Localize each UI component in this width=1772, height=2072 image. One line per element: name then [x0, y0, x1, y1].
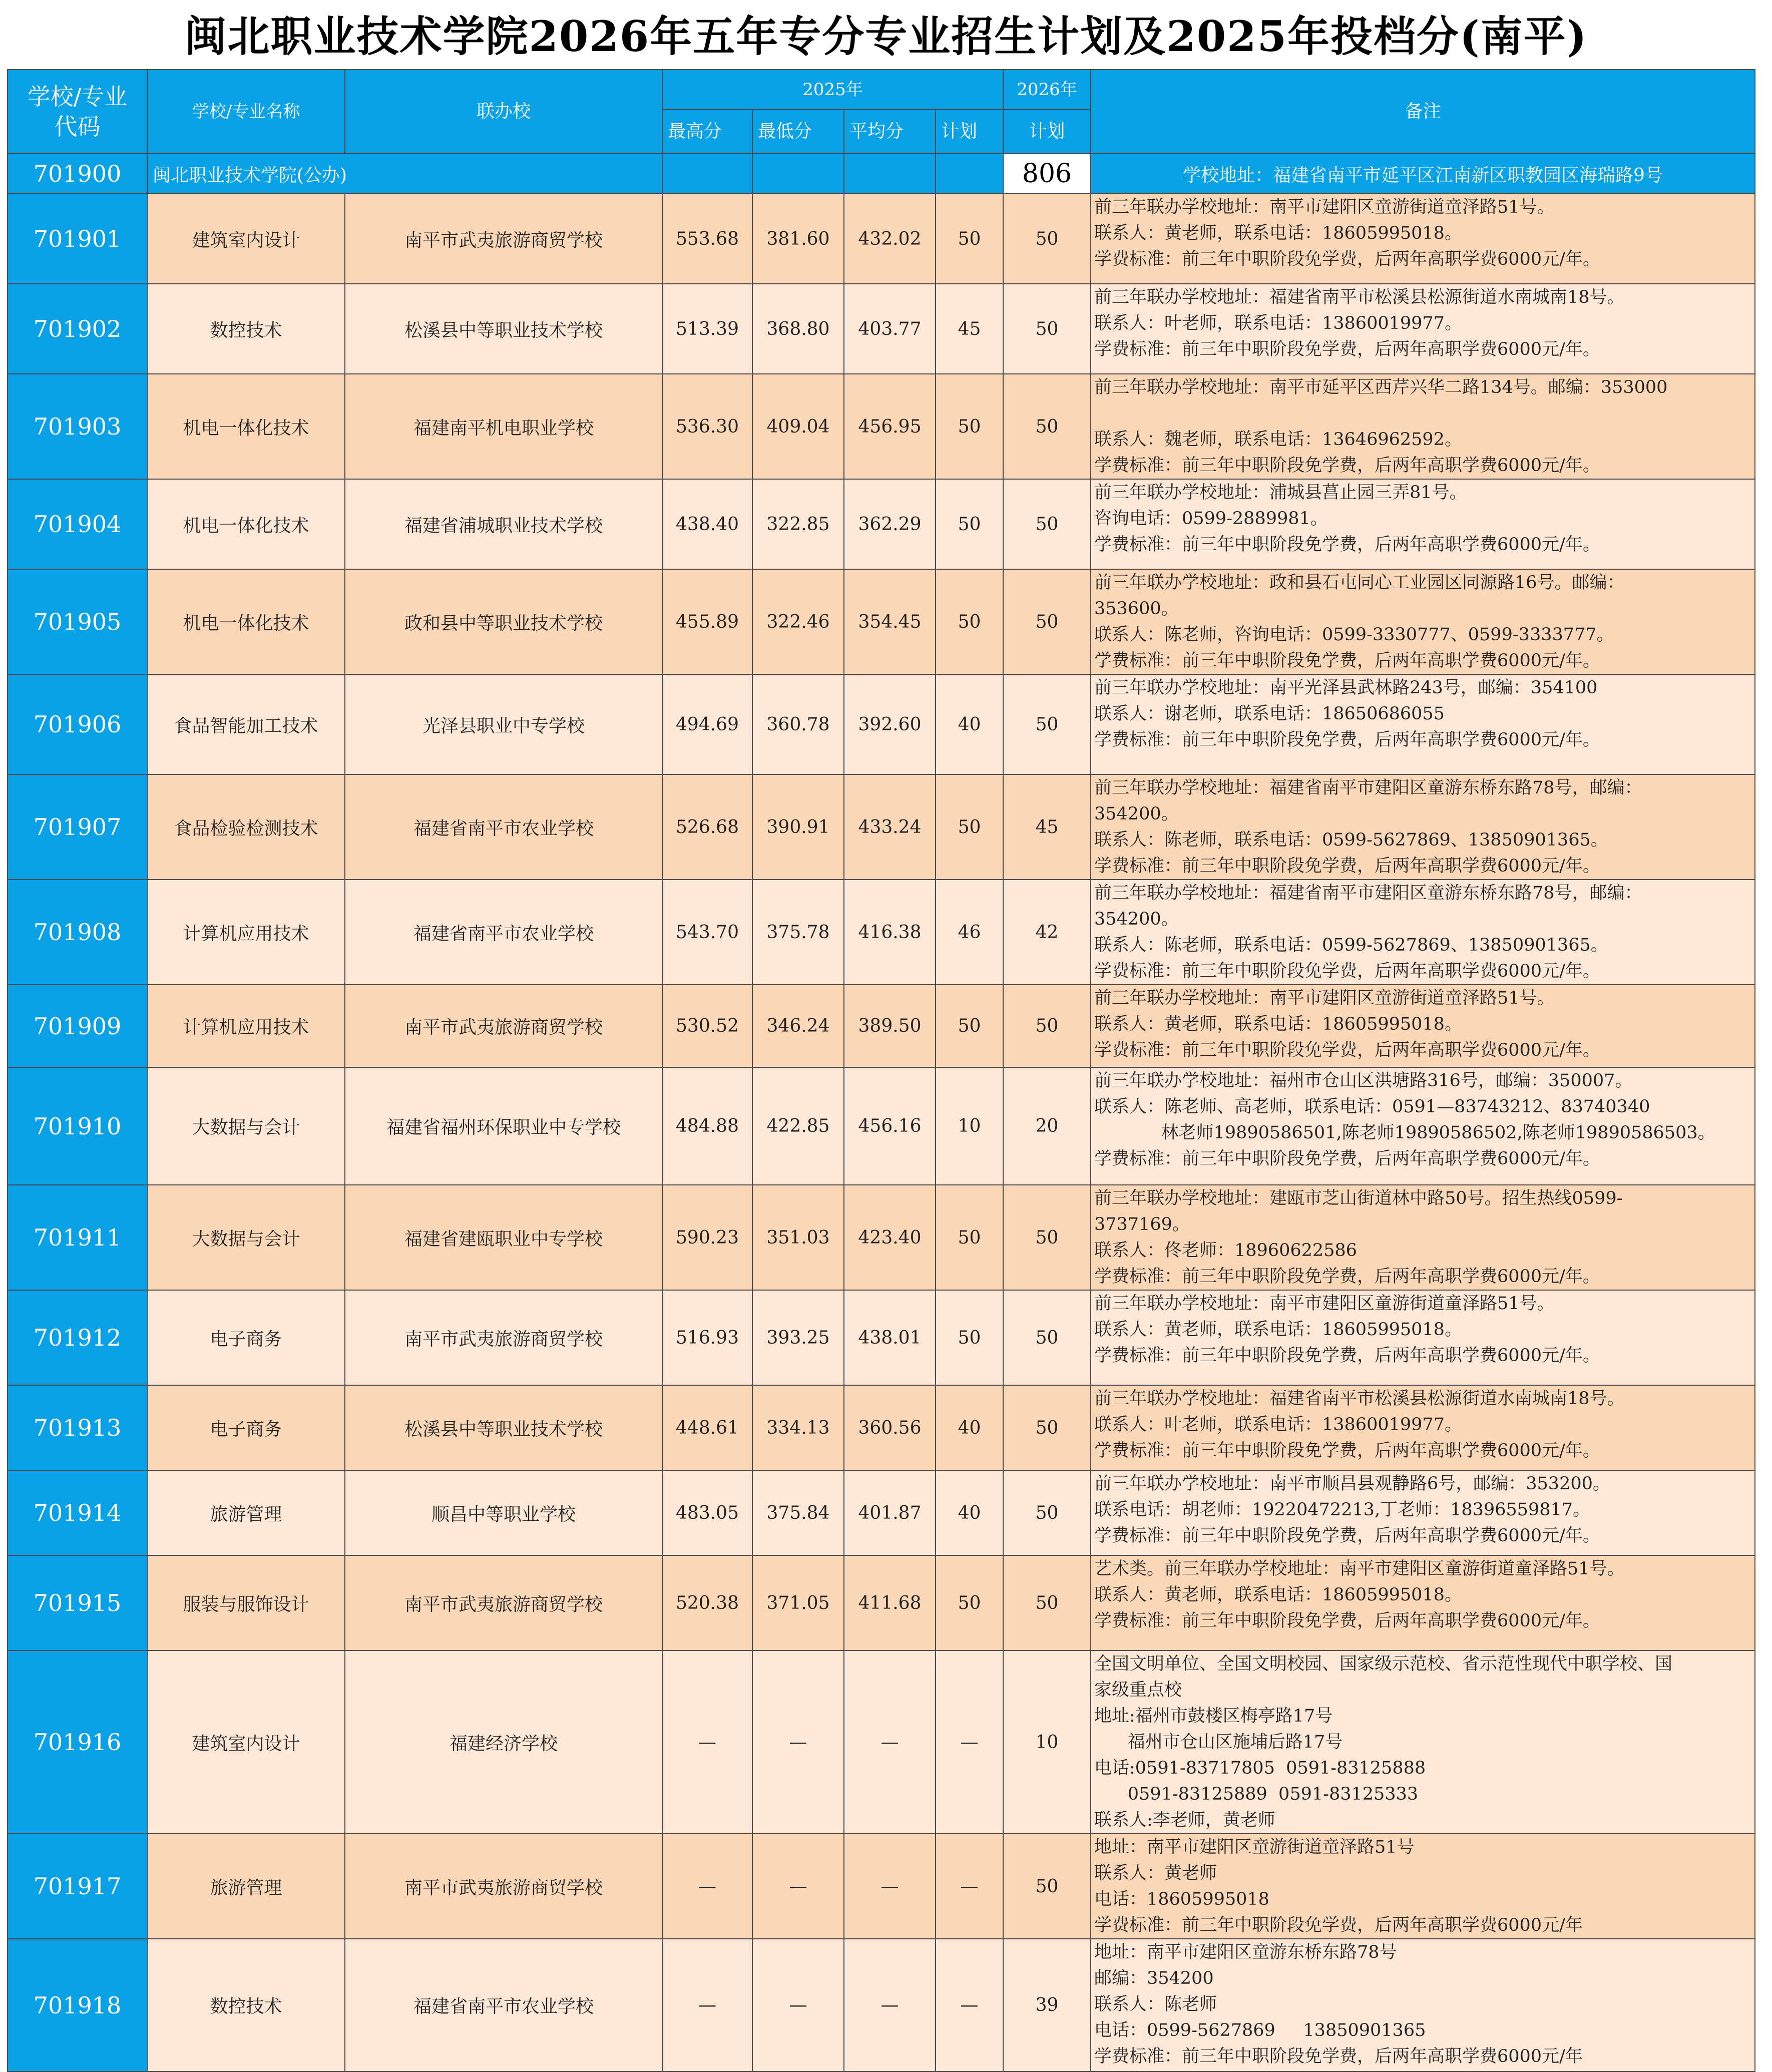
table-row	[8, 374, 1755, 479]
major-name: 建筑室内设计	[147, 194, 345, 284]
avg-score: 456.95	[844, 374, 936, 479]
max-score: 513.39	[662, 284, 752, 374]
min-score: 322.46	[752, 569, 844, 674]
table-row	[8, 1385, 1755, 1470]
plan-2025: 40	[936, 1385, 1003, 1470]
notes: 前三年联办学校地址：南平市顺昌县观静路6号，邮编：353200。 联系电话：胡老师：19220472213,丁老师：18396559817。 学费标准：前三年中职阶段免学费，后两年高职学费6000元/年。	[1091, 1470, 1755, 1555]
partner-school: 南平市武夷旅游商贸学校	[345, 1290, 662, 1385]
plan-2026: 50	[1003, 374, 1091, 479]
plan-2025: 10	[936, 1067, 1003, 1185]
empty-cell	[936, 154, 1003, 194]
partner-school: 松溪县中等职业技术学校	[345, 284, 662, 374]
notes: 前三年联办学校地址：南平市建阳区童游街道童泽路51号。 联系人：黄老师，联系电话：18605995018。 学费标准：前三年中职阶段免学费，后两年高职学费6000元/年。	[1091, 985, 1755, 1067]
max-score: 483.05	[662, 1470, 752, 1555]
min-score: 371.05	[752, 1555, 844, 1650]
plan-2025: 40	[936, 674, 1003, 774]
major-name: 电子商务	[147, 1290, 345, 1385]
major-name: 服装与服饰设计	[147, 1555, 345, 1650]
min-score: —	[752, 1650, 844, 1834]
min-score: 381.60	[752, 194, 844, 284]
header-year-2025: 2025年	[662, 70, 1003, 110]
max-score: 448.61	[662, 1385, 752, 1470]
plan-2025: —	[936, 1834, 1003, 1939]
max-score: 484.88	[662, 1067, 752, 1185]
notes: 前三年联办学校地址：福州市仓山区洪塘路316号，邮编：350007。 联系人：陈老师、高老师，联系电话：0591—83743212、83740340 林老师19890586501,陈老师19890586502,陈老师19890586503。 学费标准：前三年中职阶段免学费，后两年高职学费6000元/年。	[1091, 1067, 1755, 1185]
header-avg-score: 平均分	[844, 110, 936, 154]
major-name: 机电一体化技术	[147, 374, 345, 479]
major-code: 701901	[8, 194, 147, 284]
major-name: 食品检验检测技术	[147, 774, 345, 880]
avg-score: 433.24	[844, 774, 936, 880]
major-name: 大数据与会计	[147, 1185, 345, 1290]
empty-cell	[752, 154, 844, 194]
min-score: 334.13	[752, 1385, 844, 1470]
header-min-score: 最低分	[752, 110, 844, 154]
avg-score: 354.45	[844, 569, 936, 674]
plan-2026: 20	[1003, 1067, 1091, 1185]
major-name: 数控技术	[147, 284, 345, 374]
max-score: 455.89	[662, 569, 752, 674]
page-title: 闽北职业技术学院2026年五年专分专业招生计划及2025年投档分(南平)	[184, 12, 1588, 61]
plan-2025: 40	[936, 1470, 1003, 1555]
plan-2025: 45	[936, 284, 1003, 374]
partner-school: 南平市武夷旅游商贸学校	[345, 1555, 662, 1650]
table-row	[8, 880, 1755, 985]
partner-school: 光泽县职业中专学校	[345, 674, 662, 774]
partner-school: 福建省南平市农业学校	[345, 1939, 662, 2071]
header-plan-2026: 计划	[1003, 110, 1091, 154]
notes: 前三年联办学校地址：建瓯市芝山街道林中路50号。招生热线0599- 3737169。 联系人：佟老师：18960622586 学费标准：前三年中职阶段免学费，后两年高职学费6000元/年。	[1091, 1185, 1755, 1290]
avg-score: 401.87	[844, 1470, 936, 1555]
plan-2025: 50	[936, 985, 1003, 1067]
max-score: 494.69	[662, 674, 752, 774]
max-score: —	[662, 1650, 752, 1834]
avg-score: —	[844, 1939, 936, 2071]
major-code: 701906	[8, 674, 147, 774]
notes: 前三年联办学校地址：福建省南平市松溪县松源街道水南城南18号。 联系人：叶老师，联系电话：13860019977。 学费标准：前三年中职阶段免学费，后两年高职学费6000元/年。	[1091, 1385, 1755, 1470]
plan-2026: 10	[1003, 1650, 1091, 1834]
header-code: 学校/专业 代码	[8, 70, 147, 154]
partner-school: 福建经济学校	[345, 1650, 662, 1834]
avg-score: 389.50	[844, 985, 936, 1067]
plan-2026: 50	[1003, 1470, 1091, 1555]
max-score: 516.93	[662, 1290, 752, 1385]
admission-table	[7, 69, 1755, 2072]
major-code: 701902	[8, 284, 147, 374]
major-code: 701904	[8, 479, 147, 569]
avg-score: —	[844, 1650, 936, 1834]
notes: 全国文明单位、全国文明校园、国家级示范校、省示范性现代中职学校、国 家级重点校 地址:福州市鼓楼区梅亭路17号 福州市仓山区施埔后路17号 电话:0591-83717805 0591-83125888 0591-83125889 0591-83125333 联系人:李老师，黄老师	[1091, 1650, 1755, 1834]
plan-2025: 46	[936, 880, 1003, 985]
major-name: 建筑室内设计	[147, 1650, 345, 1834]
table-row	[8, 1555, 1755, 1650]
min-score: —	[752, 1939, 844, 2071]
plan-2025: 50	[936, 1290, 1003, 1385]
empty-cell	[844, 154, 936, 194]
major-code: 701903	[8, 374, 147, 479]
partner-school: 福建省南平市农业学校	[345, 774, 662, 880]
plan-2025: 50	[936, 479, 1003, 569]
header-notes: 备注	[1091, 70, 1755, 154]
min-score: 368.80	[752, 284, 844, 374]
header-plan-2025: 计划	[936, 110, 1003, 154]
table-row	[8, 1067, 1755, 1185]
max-score: 543.70	[662, 880, 752, 985]
major-code: 701905	[8, 569, 147, 674]
max-score: —	[662, 1939, 752, 2071]
avg-score: 423.40	[844, 1185, 936, 1290]
notes: 前三年联办学校地址：福建省南平市松溪县松源街道水南城南18号。 联系人：叶老师，联系电话：13860019977。 学费标准：前三年中职阶段免学费，后两年高职学费6000元/年。	[1091, 284, 1755, 374]
table-row	[8, 194, 1755, 284]
table-row	[8, 1650, 1755, 1834]
avg-score: 360.56	[844, 1385, 936, 1470]
max-score: 530.52	[662, 985, 752, 1067]
plan-2025: 50	[936, 569, 1003, 674]
major-code: 701916	[8, 1650, 147, 1834]
avg-score: 438.01	[844, 1290, 936, 1385]
major-code: 701914	[8, 1470, 147, 1555]
notes: 前三年联办学校地址：浦城县菖止园三弄81号。 咨询电话：0599-2889981。 学费标准：前三年中职阶段免学费，后两年高职学费6000元/年。	[1091, 479, 1755, 569]
table-row	[8, 479, 1755, 569]
table-row	[8, 1470, 1755, 1555]
major-name: 电子商务	[147, 1385, 345, 1470]
header-max-score: 最高分	[662, 110, 752, 154]
header-name: 学校/专业名称	[147, 70, 345, 154]
plan-2026: 50	[1003, 1290, 1091, 1385]
major-code: 701911	[8, 1185, 147, 1290]
school-plan: 806	[1003, 154, 1091, 194]
plan-2026: 50	[1003, 1555, 1091, 1650]
min-score: 375.84	[752, 1470, 844, 1555]
min-score: 409.04	[752, 374, 844, 479]
notes: 前三年联办学校地址：福建省南平市建阳区童游东桥东路78号，邮编： 354200。 联系人：陈老师，联系电话：0599-5627869、13850901365。 学费标准：前三年中职阶段免学费，后两年高职学费6000元/年。	[1091, 774, 1755, 880]
table-row	[8, 985, 1755, 1067]
school-address: 学校地址：福建省南平市延平区江南新区职教园区海瑞路9号	[1091, 154, 1755, 194]
major-code: 701910	[8, 1067, 147, 1185]
max-score: 553.68	[662, 194, 752, 284]
plan-2026: 50	[1003, 1385, 1091, 1470]
min-score: 390.91	[752, 774, 844, 880]
plan-2026: 50	[1003, 569, 1091, 674]
major-name: 旅游管理	[147, 1834, 345, 1939]
avg-score: 456.16	[844, 1067, 936, 1185]
avg-score: 432.02	[844, 194, 936, 284]
notes: 前三年联办学校地址：南平市建阳区童游街道童泽路51号。 联系人：黄老师，联系电话：18605995018。 学费标准：前三年中职阶段免学费，后两年高职学费6000元/年。	[1091, 194, 1755, 284]
major-name: 计算机应用技术	[147, 985, 345, 1067]
table-row	[8, 1939, 1755, 2071]
plan-2026: 50	[1003, 479, 1091, 569]
min-score: 360.78	[752, 674, 844, 774]
plan-2026: 50	[1003, 1834, 1091, 1939]
avg-score: 416.38	[844, 880, 936, 985]
partner-school: 政和县中等职业技术学校	[345, 569, 662, 674]
table-row	[8, 1290, 1755, 1385]
school-code: 701900	[8, 154, 147, 194]
table-row	[8, 569, 1755, 674]
partner-school: 福建省福州环保职业中专学校	[345, 1067, 662, 1185]
min-score: 322.85	[752, 479, 844, 569]
partner-school: 福建省浦城职业技术学校	[345, 479, 662, 569]
major-code: 701913	[8, 1385, 147, 1470]
min-score: 346.24	[752, 985, 844, 1067]
avg-score: 392.60	[844, 674, 936, 774]
avg-score: 411.68	[844, 1555, 936, 1650]
min-score: 422.85	[752, 1067, 844, 1185]
empty-cell	[662, 154, 752, 194]
plan-2025: —	[936, 1650, 1003, 1834]
school-row	[8, 154, 1755, 194]
major-name: 数控技术	[147, 1939, 345, 2071]
plan-2025: —	[936, 1939, 1003, 2071]
partner-school: 南平市武夷旅游商贸学校	[345, 194, 662, 284]
notes: 前三年联办学校地址：政和县石屯同心工业园区同源路16号。邮编： 353600。 联系人：陈老师，咨询电话：0599-3330777、0599-3333777。 学费标准：前三年中职阶段免学费，后两年高职学费6000元/年。	[1091, 569, 1755, 674]
avg-score: 403.77	[844, 284, 936, 374]
plan-2026: 50	[1003, 194, 1091, 284]
max-score: 438.40	[662, 479, 752, 569]
avg-score: 362.29	[844, 479, 936, 569]
major-code: 701912	[8, 1290, 147, 1385]
table-row	[8, 1185, 1755, 1290]
plan-2026: 50	[1003, 985, 1091, 1067]
major-name: 计算机应用技术	[147, 880, 345, 985]
plan-2026: 50	[1003, 1185, 1091, 1290]
table-row	[8, 774, 1755, 880]
max-score: 590.23	[662, 1185, 752, 1290]
plan-2025: 50	[936, 1185, 1003, 1290]
max-score: 526.68	[662, 774, 752, 880]
partner-school: 南平市武夷旅游商贸学校	[345, 1834, 662, 1939]
partner-school: 松溪县中等职业技术学校	[345, 1385, 662, 1470]
min-score: 375.78	[752, 880, 844, 985]
plan-2025: 50	[936, 774, 1003, 880]
partner-school: 南平市武夷旅游商贸学校	[345, 985, 662, 1067]
plan-2026: 45	[1003, 774, 1091, 880]
major-name: 旅游管理	[147, 1470, 345, 1555]
major-code: 701908	[8, 880, 147, 985]
major-code: 701915	[8, 1555, 147, 1650]
major-name: 机电一体化技术	[147, 569, 345, 674]
major-code: 701918	[8, 1939, 147, 2071]
major-name: 机电一体化技术	[147, 479, 345, 569]
max-score: 536.30	[662, 374, 752, 479]
notes: 艺术类。前三年联办学校地址：南平市建阳区童游街道童泽路51号。 联系人：黄老师，联系电话：18605995018。 学费标准：前三年中职阶段免学费，后两年高职学费6000元/年。	[1091, 1555, 1755, 1650]
major-code: 701917	[8, 1834, 147, 1939]
plan-2026: 50	[1003, 674, 1091, 774]
max-score: —	[662, 1834, 752, 1939]
partner-school: 福建南平机电职业学校	[345, 374, 662, 479]
min-score: 351.03	[752, 1185, 844, 1290]
min-score: —	[752, 1834, 844, 1939]
header-year-2026: 2026年	[1003, 70, 1091, 110]
partner-school: 福建省南平市农业学校	[345, 880, 662, 985]
notes: 前三年联办学校地址：南平市延平区西芹兴华二路134号。邮编：353000 联系人：魏老师，联系电话：13646962592。 学费标准：前三年中职阶段免学费，后两年高职学费6000元/年。	[1091, 374, 1755, 479]
major-code: 701909	[8, 985, 147, 1067]
table-row	[8, 1834, 1755, 1939]
plan-2026: 39	[1003, 1939, 1091, 2071]
plan-2025: 50	[936, 374, 1003, 479]
notes: 前三年联办学校地址：福建省南平市建阳区童游东桥东路78号，邮编： 354200。 联系人：陈老师，联系电话：0599-5627869、13850901365。 学费标准：前三年中职阶段免学费，后两年高职学费6000元/年。	[1091, 880, 1755, 985]
table-row	[8, 674, 1755, 774]
major-name: 食品智能加工技术	[147, 674, 345, 774]
plan-2025: 50	[936, 1555, 1003, 1650]
plan-2026: 50	[1003, 284, 1091, 374]
avg-score: —	[844, 1834, 936, 1939]
plan-2026: 42	[1003, 880, 1091, 985]
max-score: 520.38	[662, 1555, 752, 1650]
notes: 地址：南平市建阳区童游街道童泽路51号 联系人：黄老师 电话：18605995018 学费标准：前三年中职阶段免学费，后两年高职学费6000元/年	[1091, 1834, 1755, 1939]
partner-school: 福建省建瓯职业中专学校	[345, 1185, 662, 1290]
school-name: 闽北职业技术学院(公办)	[147, 154, 662, 194]
table-row	[8, 284, 1755, 374]
min-score: 393.25	[752, 1290, 844, 1385]
notes: 地址：南平市建阳区童游东桥东路78号 邮编：354200 联系人：陈老师 电话：0599-5627869 13850901365 学费标准：前三年中职阶段免学费，后两年高职学费6000元/年	[1091, 1939, 1755, 2071]
major-code: 701907	[8, 774, 147, 880]
header-partner: 联办校	[345, 70, 662, 154]
plan-2025: 50	[936, 194, 1003, 284]
partner-school: 顺昌中等职业学校	[345, 1470, 662, 1555]
major-name: 大数据与会计	[147, 1067, 345, 1185]
notes: 前三年联办学校地址：南平光泽县武林路243号，邮编：354100 联系人：谢老师，联系电话：18650686055 学费标准：前三年中职阶段免学费，后两年高职学费6000元/年。	[1091, 674, 1755, 774]
notes: 前三年联办学校地址：南平市建阳区童游街道童泽路51号。 联系人：黄老师，联系电话：18605995018。 学费标准：前三年中职阶段免学费，后两年高职学费6000元/年。	[1091, 1290, 1755, 1385]
